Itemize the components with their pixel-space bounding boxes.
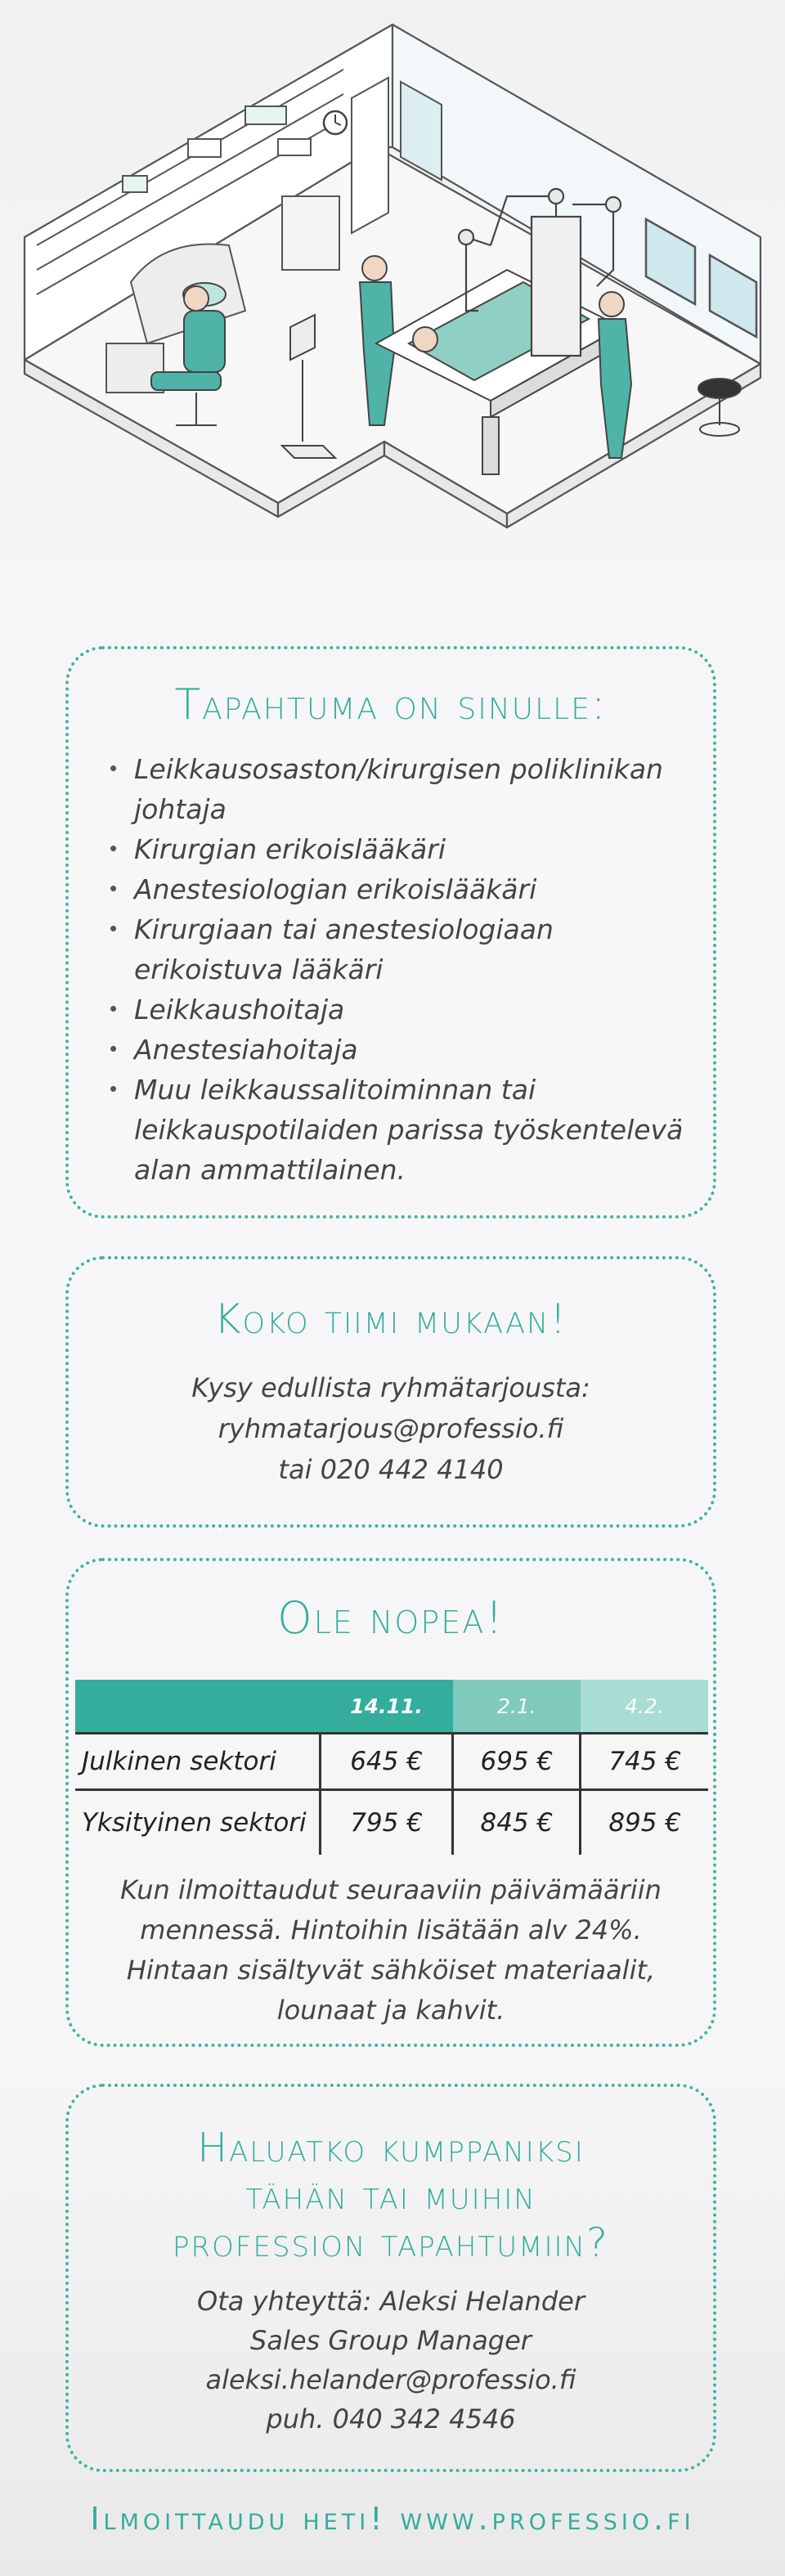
partner-title-line: tähän tai muihin [245,2172,536,2219]
audience-list [101,749,690,1190]
table-row [75,1734,708,1790]
partner-contact-email-link[interactable]: aleksi.helander@professio.fi [205,2364,576,2395]
pricing-note-line: Kun ilmoittaudut seuraaviin päivämääriin [120,1874,662,1905]
team-offer-card [65,1256,716,1528]
partner-contact [69,2282,713,2439]
audience-card [65,646,716,1218]
row-label: Julkinen sektori [75,1734,320,1790]
operating-room-illustration [0,0,785,572]
list-item: • Muu leikkaussalitoiminnan tai leikkauspotilaiden parissa työskentelevä alan ammattilainen. [101,1070,690,1190]
list-item: • Anestesiologian erikoislääkäri [101,869,690,909]
partner-contact-phone: puh. 040 342 4546 [266,2403,516,2435]
partner-title-line: profession tapahtumiin? [173,2219,609,2266]
pricing-card [65,1558,716,2047]
audience-title: Tapahtuma on sinulle: [174,680,608,729]
team-offer-line: Kysy edullista ryhmätarjousta: [191,1372,590,1403]
price-cell: 895 € [581,1790,708,1856]
table-row [75,1790,708,1856]
team-offer-title: Koko tiimi mukaan! [213,1295,568,1343]
team-offer-text [69,1367,713,1490]
date-header: 4.2. [581,1680,708,1734]
pricing-note-line: mennessä. Hintoihin lisätään alv 24%. [140,1914,642,1945]
list-item: • Leikkaushoitaja [101,990,690,1030]
partner-contact-name: Ota yhteyttä: Aleksi Helander [197,2286,585,2317]
price-table [75,1680,708,1855]
date-header: 2.1. [453,1680,581,1734]
price-cell: 795 € [320,1790,453,1856]
list-item: • Kirurgiaan tai anestesiologiaan erikoistuva lääkäri [101,909,690,990]
date-header: 14.11. [320,1680,453,1734]
price-cell: 645 € [320,1734,453,1790]
price-cell: 745 € [581,1734,708,1790]
list-item: • Leikkausosaston/kirurgisen poliklinikan johtaja [101,749,690,829]
partner-title [69,2125,713,2267]
partner-title-line: Haluatko kumppaniksi [197,2125,585,2171]
pricing-note [69,1870,713,2031]
team-offer-email-link[interactable]: ryhmatarjous@professio.fi [218,1413,564,1444]
partner-contact-role: Sales Group Manager [250,2325,532,2356]
price-table-corner [75,1680,320,1734]
list-item: • Kirurgian erikoislääkäri [101,829,690,869]
team-offer-phone: tai 020 442 4140 [278,1454,504,1485]
row-label: Yksityinen sektori [75,1790,320,1856]
register-footer-link[interactable]: Ilmoittaudu heti! www.professio.fi [90,2501,695,2537]
partner-card [65,2084,716,2472]
price-cell: 695 € [453,1734,581,1790]
pricing-note-line: Hintaan sisältyvät sähköiset materiaalit, [126,1954,656,1986]
pricing-note-line: lounaat ja kahvit. [276,1995,505,2026]
pricing-title: Ole nopea! [277,1592,505,1644]
price-cell: 845 € [453,1790,581,1856]
list-item: • Anestesiahoitaja [101,1030,690,1070]
